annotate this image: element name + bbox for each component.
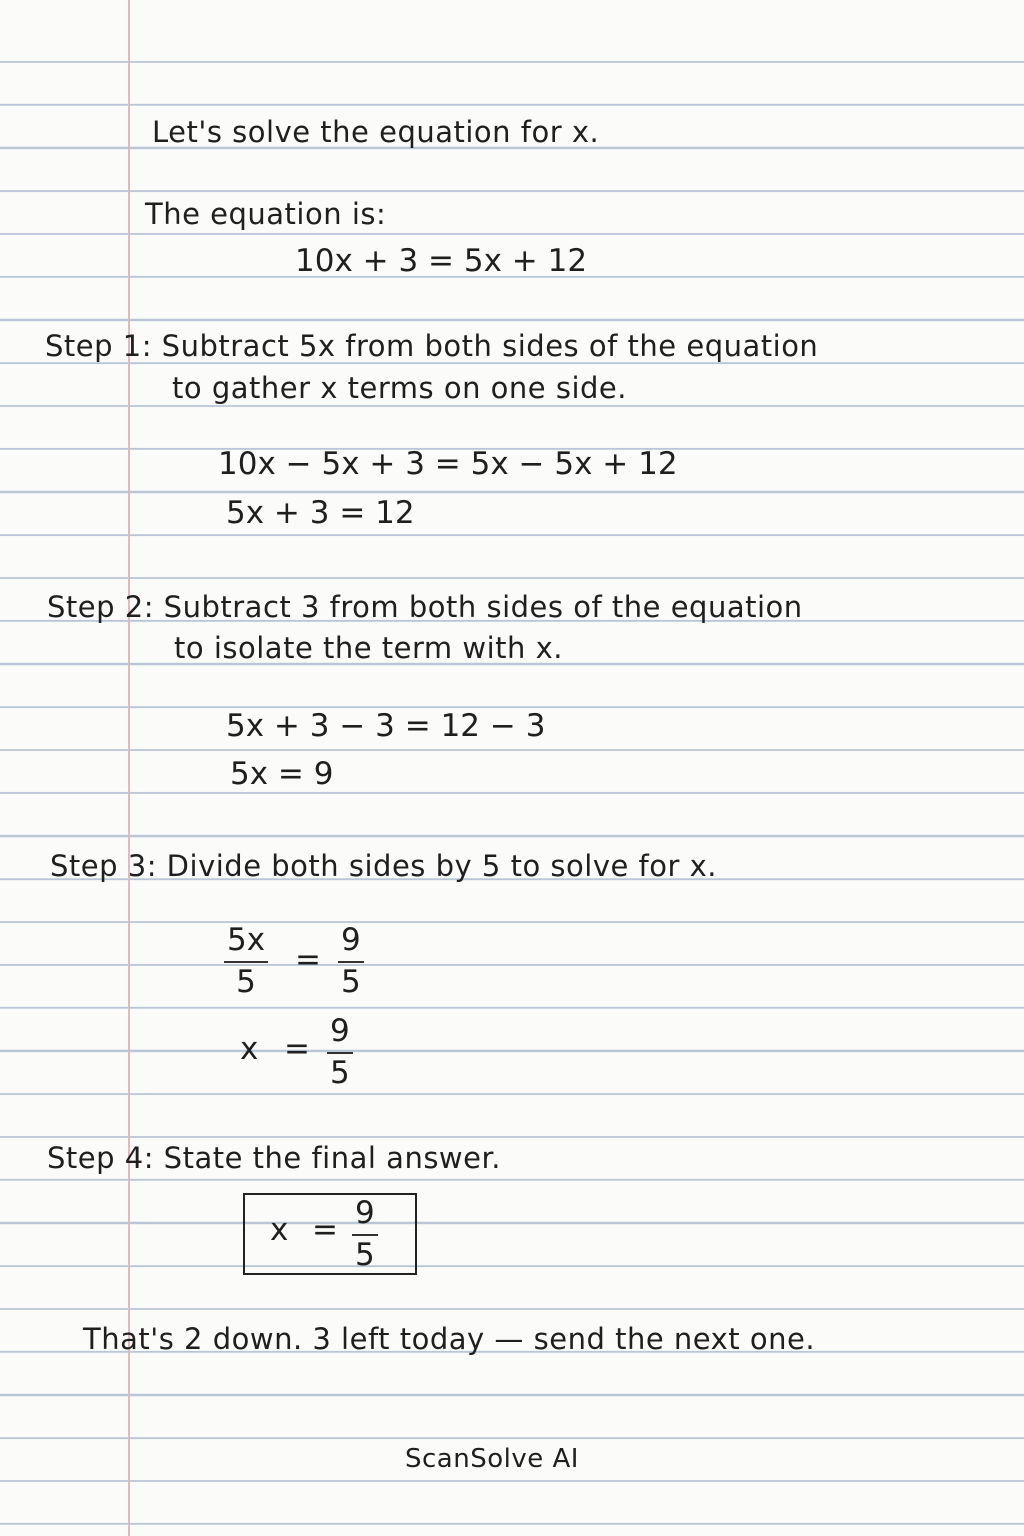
step2-equation-1: 5x + 3 − 3 = 12 − 3 — [226, 708, 546, 744]
step4-heading: Step 4: State the final answer. — [47, 1141, 501, 1175]
step3-rhs-numerator: 9 — [338, 923, 364, 963]
brand-label: ScanSolve AI — [405, 1444, 579, 1474]
progress-note: That's 2 down. 3 left today — send the next one. — [83, 1322, 816, 1356]
step3-x-numerator: 9 — [327, 1014, 353, 1054]
step3-lhs-fraction — [224, 923, 268, 1000]
step3-rhs-fraction — [338, 923, 364, 1000]
step3-lhs-denominator: 5 — [236, 963, 256, 1000]
final-answer-numerator: 9 — [352, 1196, 378, 1236]
step3-x-equals: = — [284, 1031, 310, 1067]
step2-equation-2: 5x = 9 — [230, 756, 334, 792]
step3-rhs-denominator: 5 — [341, 963, 361, 1000]
step1-equation-1: 10x − 5x + 3 = 5x − 5x + 12 — [218, 446, 678, 482]
step1-equation-2: 5x + 3 = 12 — [226, 495, 415, 531]
step2-heading: Step 2: Subtract 3 from both sides of the equation — [47, 590, 803, 624]
final-answer-denominator: 5 — [355, 1236, 375, 1273]
equation-label: The equation is: — [145, 197, 387, 231]
step1-description: to gather x terms on one side. — [172, 371, 627, 405]
notebook-margin-line — [128, 0, 130, 1536]
final-answer-fraction — [352, 1196, 378, 1273]
original-equation: 10x + 3 = 5x + 12 — [295, 243, 588, 279]
step3-x-variable: x — [240, 1031, 259, 1067]
final-answer-variable: x — [270, 1212, 289, 1248]
step3-x-denominator: 5 — [330, 1054, 350, 1091]
step1-heading: Step 1: Subtract 5x from both sides of the equation — [45, 329, 819, 363]
step3-heading: Step 3: Divide both sides by 5 to solve for x. — [50, 849, 718, 883]
final-answer-equals: = — [312, 1212, 338, 1248]
step2-description: to isolate the term with x. — [174, 631, 564, 665]
step3-equals: = — [295, 942, 321, 978]
intro-text: Let's solve the equation for x. — [152, 115, 600, 149]
step3-lhs-numerator: 5x — [224, 923, 268, 963]
step3-x-fraction — [327, 1014, 353, 1091]
